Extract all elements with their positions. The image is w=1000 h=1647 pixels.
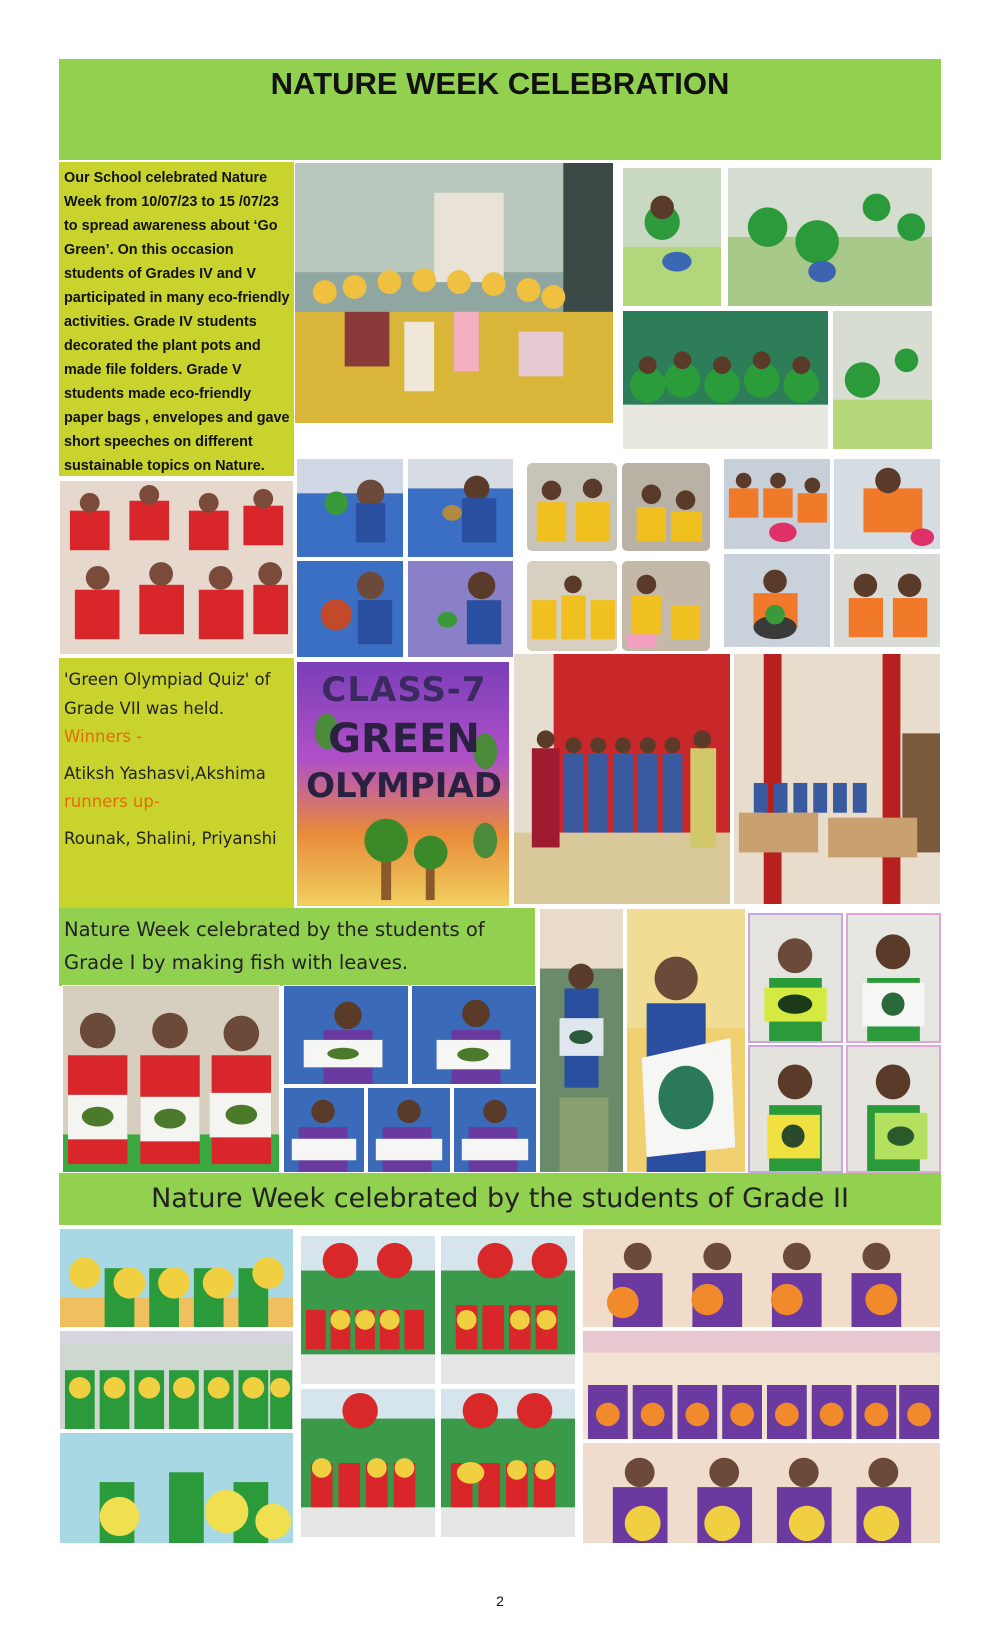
photo-grade5-group-with-bags <box>294 162 614 424</box>
photo-grade2-sun-1 <box>59 1228 294 1328</box>
green-olympiad-poster <box>296 661 510 907</box>
intro-text: Our School celebrated Nature Week from 10/07/23 to 15 /07/23 to spread awareness about ‘Go Green’. On this occasion students of Grades IV and V participated in many eco-friendly activities. Grade IV students decorated the plant pots and made file folders. Grade V students made eco-friendly paper bags , envelopes and gave short speeches on different sustainable topics on Nature. <box>59 162 294 476</box>
photo-grade2-red-1 <box>300 1235 436 1385</box>
photo-grade1-save-water <box>539 908 624 1173</box>
photo-red-uniform-class <box>59 480 294 655</box>
photo-grade1-green-2 <box>846 913 941 1043</box>
runners-up-names: Rounak, Shalini, Priyanshi <box>64 828 277 848</box>
photo-grade1-green-3 <box>748 1045 843 1173</box>
photo-orange-uniform-3 <box>723 553 831 648</box>
photo-pots-1 <box>622 167 722 307</box>
winners-label: Winners - <box>64 727 143 746</box>
photo-quiz-participants <box>513 653 731 905</box>
page-number: 2 <box>496 1593 504 1609</box>
poster-line-1: CLASS-7 <box>321 670 487 710</box>
photo-grade1-green-1 <box>748 913 843 1043</box>
page-title: NATURE WEEK CELEBRATION <box>270 66 730 101</box>
photo-pots-group <box>622 310 829 450</box>
quiz-description: 'Green Olympiad Quiz' of Grade VII was held. <box>64 670 271 718</box>
photo-blue-desk-1 <box>296 458 404 558</box>
photo-grade2-red-4 <box>440 1388 576 1538</box>
photo-grade1-purple-2 <box>411 985 537 1085</box>
photo-grade2-sun-2 <box>59 1330 294 1430</box>
photo-orange-uniform-1 <box>723 458 831 550</box>
grade1-caption: Nature Week celebrated by the students of Grade I by making fish with leaves. <box>59 908 535 986</box>
photo-pots-3 <box>832 310 933 450</box>
photo-yellow-uniform-2 <box>621 462 711 552</box>
photo-grade2-red-3 <box>300 1388 436 1538</box>
photo-grade1-purple-3 <box>283 1087 365 1173</box>
photo-grade2-purple-3 <box>582 1442 941 1544</box>
photo-blue-desk-2 <box>407 458 514 558</box>
photo-grade1-purple-5 <box>453 1087 537 1173</box>
photo-grade1-purple-4 <box>367 1087 451 1173</box>
photo-grade2-sun-3 <box>59 1432 294 1544</box>
photo-pots-2 <box>727 167 933 307</box>
grade2-caption: Nature Week celebrated by the students of Grade II <box>59 1173 941 1225</box>
photo-yellow-uniform-3 <box>526 560 618 652</box>
photo-quiz-classroom <box>733 653 941 905</box>
photo-grade1-green-4 <box>846 1045 941 1173</box>
runners-up-label: runners up- <box>64 792 160 811</box>
photo-orange-uniform-2 <box>833 458 941 550</box>
photo-blue-desk-4 <box>407 560 514 658</box>
photo-blue-desk-3 <box>296 560 404 658</box>
poster-line-2: GREEN <box>328 716 480 762</box>
photo-grade1-three-kids <box>62 985 280 1173</box>
photo-yellow-uniform-1 <box>526 462 618 552</box>
photo-yellow-uniform-4 <box>621 560 711 652</box>
photo-grade2-purple-2 <box>582 1330 941 1440</box>
photo-grade2-purple-1 <box>582 1228 941 1328</box>
poster-line-3: OLYMPIAD <box>306 766 502 806</box>
photo-grade2-red-2 <box>440 1235 576 1385</box>
winners-names: Atiksh Yashasvi,Akshima <box>64 763 266 783</box>
photo-grade1-big-fish <box>626 908 746 1173</box>
quiz-panel <box>59 658 294 908</box>
photo-orange-uniform-4 <box>833 553 941 648</box>
photo-grade1-purple-1 <box>283 985 409 1085</box>
